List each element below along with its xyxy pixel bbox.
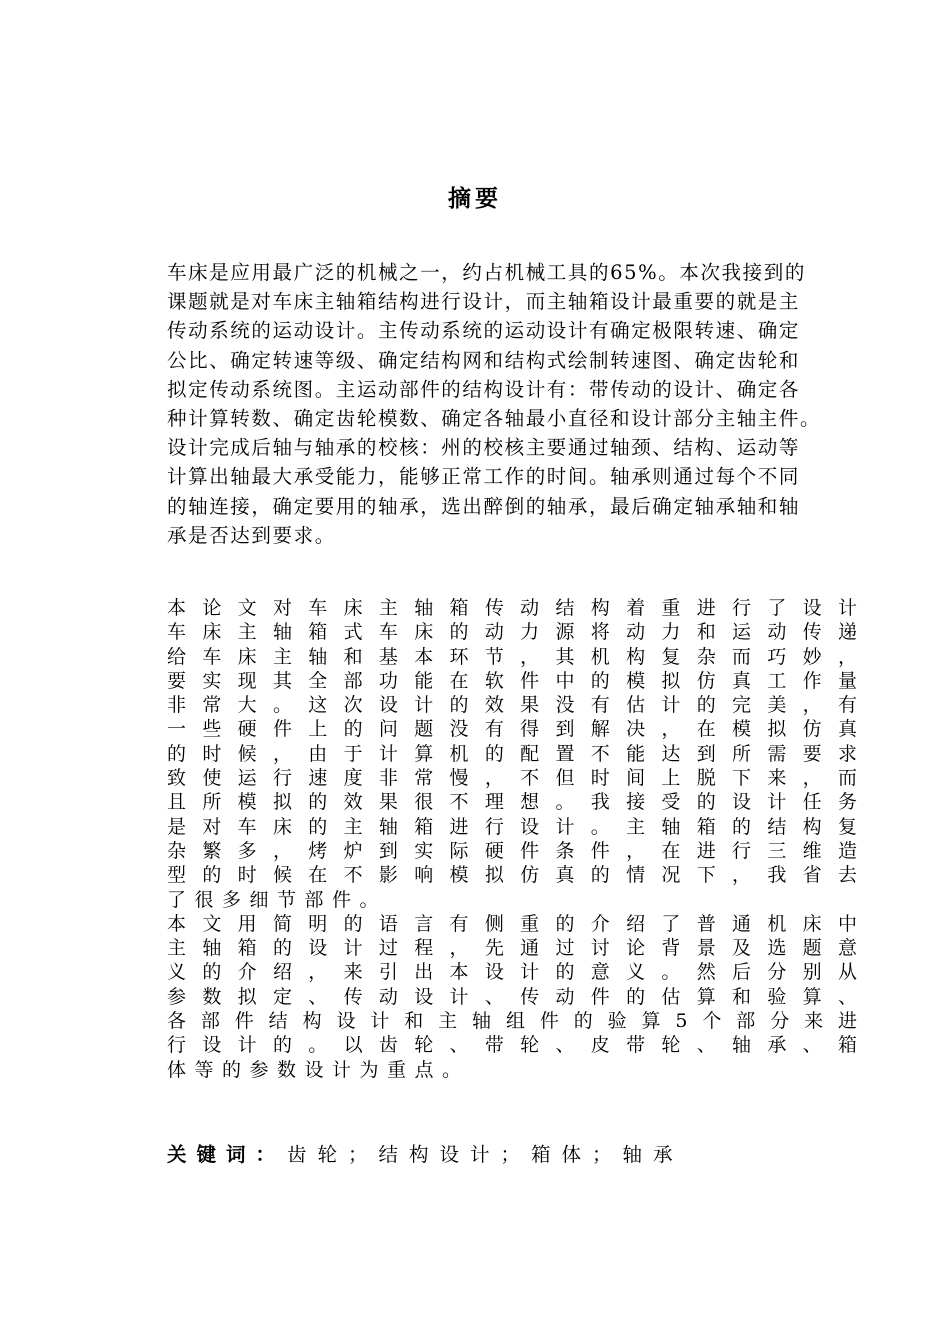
- paragraph-line: 且所模拟的效果很不理想。我接受的设计任务: [167, 791, 857, 814]
- paragraph-line: 公比、确定转速等级、确定结构网和结构式绘制转速图、确定齿轮和: [167, 348, 801, 372]
- keywords-value: 齿轮；结构设计；箱体；轴承: [287, 1143, 684, 1166]
- paragraph-line: 计算出轴最大承受能力，能够正常工作的时间。轴承则通过每个不同: [167, 465, 801, 489]
- paragraph-line: 给车床主轴和基本环节，其机构复杂而巧妙，: [167, 645, 857, 668]
- abstract-paragraph-1: [167, 258, 867, 550]
- paragraph-line: 本文用简明的语言有侧重的介绍了普通机床中: [167, 912, 857, 935]
- abstract-paragraph-2: [167, 596, 857, 1082]
- paragraph-line: 各部件结构设计和主轴组件的验算5个部分来进: [167, 1010, 857, 1033]
- paragraph-line: 杂繁多，烤炉到实际硬件条件，在进行三维造: [167, 839, 857, 862]
- paragraph-line: 车床主轴箱式车床的动力源将动力和运动传递: [167, 621, 857, 644]
- paragraph-line: 的时候，由于计算机的配置不能达到所需要求: [167, 742, 857, 765]
- paragraph-line: 参数拟定、传动设计、传动件的估算和验算、: [167, 985, 857, 1008]
- paragraph-line: 致使运行速度非常慢，不但时间上脱下来，而: [167, 767, 857, 790]
- paragraph-line: 行设计的。以齿轮、带轮、皮带轮、轴承、箱: [167, 1034, 857, 1057]
- paragraph-line: 一些硬件上的问题没有得到解决，在模拟仿真: [167, 718, 857, 741]
- paragraph-line: 非常大。这次设计的效果没有估计的完美，有: [167, 694, 857, 717]
- paragraph-line: 设计完成后轴与轴承的校核：州的校核主要通过轴颈、结构、运动等: [167, 436, 801, 460]
- paragraph-line: 义的介绍，来引出本设计的意义。然后分别从: [167, 961, 857, 984]
- paragraph-line: 种计算转数、确定齿轮模数、确定各轴最小直径和设计部分主轴主件。: [167, 406, 822, 430]
- paragraph-line: 课题就是对车床主轴箱结构进行设计，而主轴箱设计最重要的就是主: [167, 290, 801, 314]
- keywords-line: [167, 1140, 684, 1170]
- paragraph-line: 型的时候在不影响模拟仿真的情况下，我省去: [167, 864, 857, 887]
- paragraph-line: 承是否达到要求。: [167, 523, 336, 547]
- paragraph-line: 拟定传动系统图。主运动部件的结构设计有：带传动的设计、确定各: [167, 377, 801, 401]
- paragraph-line: 主轴箱的设计过程，先通过讨论背景及选题意: [167, 937, 857, 960]
- paragraph-line: 传动系统的运动设计。主传动系统的运动设计有确定极限转速、确定: [167, 319, 801, 343]
- paragraph-line: 的轴连接，确定要用的轴承，选出醉倒的轴承，最后确定轴承轴和轴: [167, 494, 801, 518]
- paragraph-line: 体等的参数设计为重点。: [167, 1058, 470, 1081]
- paragraph-line: 本论文对车床主轴箱传动结构着重进行了设计: [167, 597, 857, 619]
- page-title: 摘要: [448, 186, 502, 212]
- paragraph-line: 是对车床的主轴箱进行设计。主轴箱的结构复: [167, 815, 857, 838]
- paragraph-line: 了很多细节部件。: [167, 888, 388, 911]
- keywords-label: 关键词：: [167, 1143, 286, 1166]
- paragraph-line: 车床是应用最广泛的机械之一，约占机械工具的65%。本次我接到的: [167, 261, 806, 284]
- paragraph-line: 要实现其全部功能在软件中的模拟仿真工作量: [167, 669, 857, 692]
